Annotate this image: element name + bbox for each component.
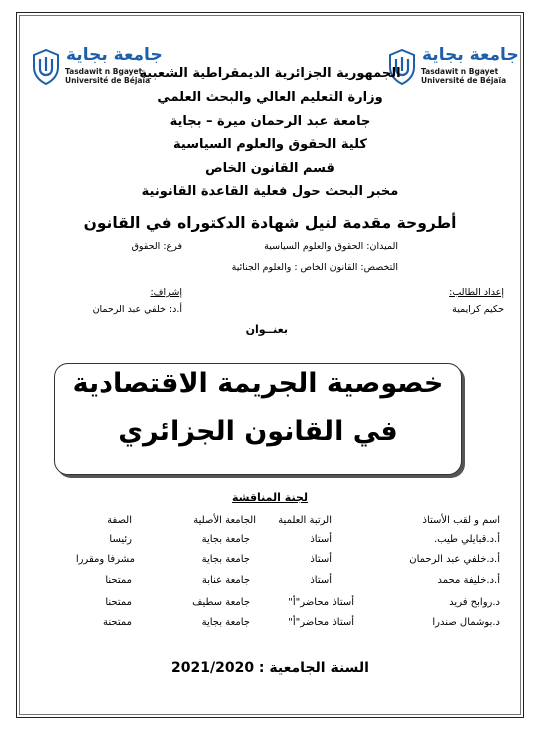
committee-row-university: جامعة بجاية — [201, 617, 250, 628]
supervision-label: إشراف: — [150, 287, 182, 298]
prepared-by-label: إعداد الطالب: — [449, 287, 504, 298]
committee-row-university: جامعة بجاية — [201, 534, 250, 545]
committee-row-name: أ.د.خليفة محمد — [437, 575, 500, 586]
thesis-degree-title: أطروحة مقدمة لنيل شهادة الدكتوراه في القانون — [83, 214, 457, 232]
committee-row-name: د.روابح فريد — [449, 597, 500, 608]
logo-latin-line1: Tasdawit n Bgayet — [65, 67, 143, 76]
committee-row-rank: أستاذ — [310, 575, 332, 586]
header-laboratory: مخبر البحث حول فعلية القاعدة القانونية — [141, 184, 399, 199]
committee-row-role: ممتحنا — [105, 575, 132, 586]
main-title-box — [54, 363, 462, 475]
header-faculty: كلية الحقوق والعلوم السياسية — [173, 137, 367, 152]
committee-header-rank: الرتبة العلمية — [278, 515, 332, 526]
thesis-field: الميدان: الحقوق والعلوم السياسية — [264, 241, 398, 252]
committee-header-name: اسم و لقب الأستاذ — [422, 515, 500, 526]
committee-header-role: الصفة — [107, 515, 132, 526]
committee-row-name: د.بوشمال صندرا — [432, 617, 500, 628]
logo-arabic-text: جامعة بجاية — [422, 45, 519, 65]
header-republic: الجمهورية الجزائرية الديمقراطية الشعبية — [139, 66, 401, 81]
titled-label: بعنــوان — [245, 323, 288, 336]
thesis-branch: فرع: الحقوق — [131, 241, 182, 252]
header-university: جامعة عبد الرحمان ميرة – بجاية — [169, 114, 371, 129]
committee-header-university: الجامعة الأصلية — [193, 515, 256, 526]
committee-title: لجنة المناقشة — [231, 491, 308, 504]
committee-row-name: أ.د.خلفي عبد الرحمان — [409, 554, 500, 565]
committee-row-university: جامعة سطيف — [192, 597, 250, 608]
thesis-specialty: التخصص: القانون الخاص : والعلوم الجنائية — [231, 262, 398, 273]
logo-latin-line2: Université de Béjaïa — [65, 76, 151, 85]
committee-row-role: ممتحنا — [105, 597, 132, 608]
committee-row-rank: أستاذ — [310, 534, 332, 545]
student-name: حكيم كرايمية — [452, 304, 504, 315]
university-emblem-icon — [32, 49, 60, 85]
committee-row-name: أ.د.قبايلي طيب. — [433, 534, 500, 545]
committee-row-rank: أستاذ محاضر"أ" — [288, 617, 354, 628]
logo-latin-line1: Tasdawit n Bgayet — [421, 67, 499, 76]
committee-row-role: رئيسا — [109, 534, 132, 545]
main-title-line2: في القانون الجزائري — [118, 416, 398, 447]
header-department: قسم القانون الخاص — [205, 161, 335, 176]
committee-row-rank: أستاذ — [310, 554, 332, 565]
committee-row-university: جامعة عنابة — [201, 575, 250, 586]
committee-row-role: مشرفا ومقررا — [75, 554, 135, 565]
header-ministry: وزارة التعليم العالي والبحث العلمي — [157, 90, 383, 105]
logo-latin-line2: Université de Béjaïa — [421, 76, 507, 85]
academic-year: السنة الجامعية : 2021/2020 — [171, 660, 369, 676]
main-title-line1: خصوصية الجريمة الاقتصادية — [72, 368, 444, 399]
committee-row-role: ممتحنة — [103, 617, 132, 628]
supervisor-name: أ.د: خلفي عبد الرحمان — [92, 304, 182, 315]
logo-arabic-text: جامعة بجاية — [66, 45, 163, 65]
committee-row-rank: أستاذ محاضر"أ" — [288, 597, 354, 608]
committee-row-university: جامعة بجاية — [201, 554, 250, 565]
